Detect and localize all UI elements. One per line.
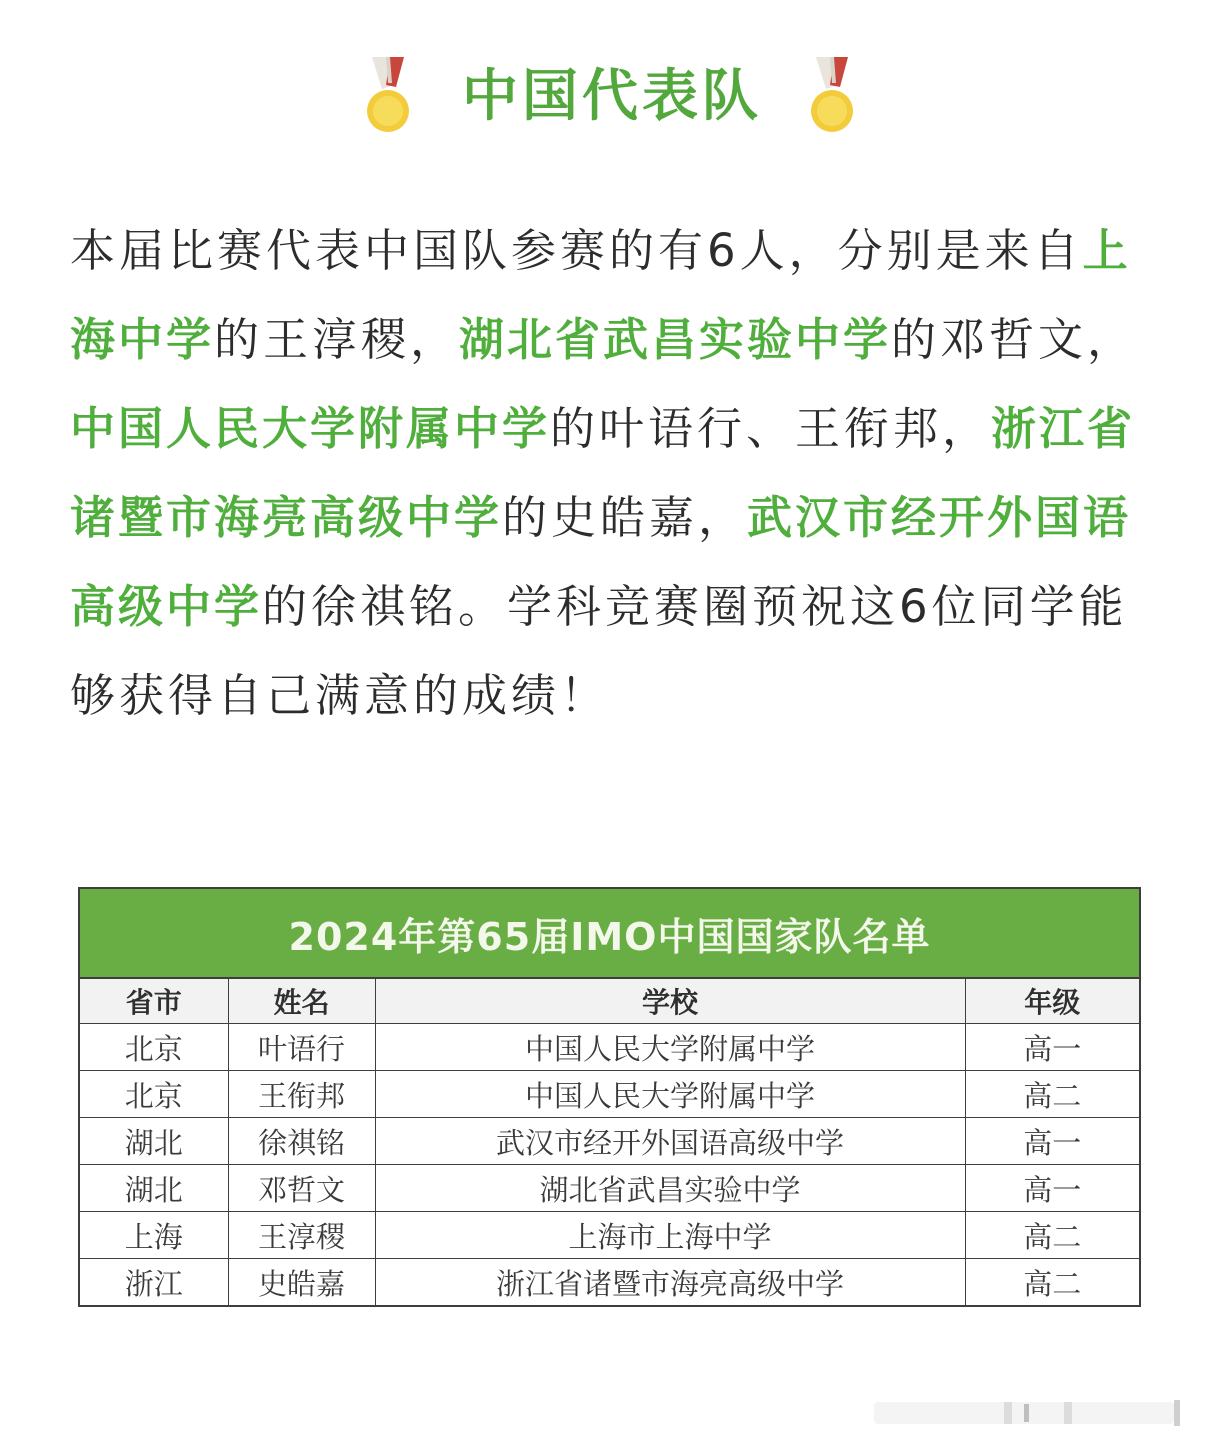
- team-roster-table: [78, 887, 1141, 1307]
- cell-grade: 高一: [965, 1024, 1139, 1071]
- school-highlight: 中国人民大学附属中学: [70, 402, 551, 455]
- cell-name: 史皓嘉: [228, 1259, 375, 1306]
- cell-grade: 高二: [965, 1071, 1139, 1118]
- paragraph-text: 的叶语行、王衔邦，: [550, 402, 992, 455]
- paragraph-text: 的邓哲文，: [891, 313, 1137, 366]
- column-header-school: 学校: [375, 979, 965, 1024]
- cell-grade: 高一: [965, 1165, 1139, 1212]
- table-row: [80, 1071, 1139, 1118]
- table-row: [80, 1118, 1139, 1165]
- roster-grid: [80, 979, 1139, 1305]
- column-header-name: 姓名: [228, 979, 375, 1024]
- school-highlight: 武汉市经开外国语高级中学: [70, 491, 1132, 633]
- paragraph-text: 本届比赛代表中国队参赛的有6人，分别是来自: [70, 224, 1083, 277]
- paragraph-text: 的王淳稷，: [214, 313, 460, 366]
- cell-school: 浙江省诸暨市海亮高级中学: [375, 1259, 965, 1306]
- school-highlight: 湖北省武昌实验中学: [459, 313, 892, 366]
- column-header-province: 省市: [80, 979, 228, 1024]
- cell-school: 湖北省武昌实验中学: [375, 1165, 965, 1212]
- column-header-grade: 年级: [965, 979, 1139, 1024]
- paragraph-text: 的史皓嘉，: [502, 491, 748, 544]
- cell-grade: 高二: [965, 1259, 1139, 1306]
- cell-school: 中国人民大学附属中学: [375, 1024, 965, 1071]
- table-title: 2024年第65届IMO中国国家队名单: [80, 889, 1139, 979]
- table-header-row: [80, 979, 1139, 1024]
- cell-name: 叶语行: [228, 1024, 375, 1071]
- cell-school: 上海市上海中学: [375, 1212, 965, 1259]
- cell-province: 北京: [80, 1071, 228, 1118]
- title-row: [0, 52, 1220, 142]
- cell-province: 湖北: [80, 1165, 228, 1212]
- cell-province: 湖北: [80, 1118, 228, 1165]
- table-row: [80, 1024, 1139, 1071]
- cell-school: 武汉市经开外国语高级中学: [375, 1118, 965, 1165]
- cell-name: 王淳稷: [228, 1212, 375, 1259]
- cell-grade: 高一: [965, 1118, 1139, 1165]
- school-highlight: 浙江省诸暨市海亮高级中学: [70, 402, 1136, 544]
- cell-name: 王衔邦: [228, 1071, 375, 1118]
- school-highlight: 上海中学: [70, 224, 1131, 366]
- cell-province: 北京: [80, 1024, 228, 1071]
- page-title: 中国代表队: [462, 64, 762, 129]
- medal-icon: [804, 55, 860, 139]
- cell-grade: 高二: [965, 1212, 1139, 1259]
- cell-school: 中国人民大学附属中学: [375, 1071, 965, 1118]
- cell-name: 邓哲文: [228, 1165, 375, 1212]
- medal-icon: [360, 55, 416, 139]
- cell-province: 浙江: [80, 1259, 228, 1306]
- cell-name: 徐祺铭: [228, 1118, 375, 1165]
- paragraph-text: 的徐祺铭。学科竞赛圈预祝这6位同学能够获得自己满意的成绩！: [70, 580, 1128, 722]
- table-row: [80, 1165, 1139, 1212]
- cell-province: 上海: [80, 1212, 228, 1259]
- table-row: [80, 1212, 1139, 1259]
- intro-paragraph: [70, 206, 1145, 740]
- table-row: [80, 1259, 1139, 1306]
- watermark-logo: [874, 1396, 1194, 1430]
